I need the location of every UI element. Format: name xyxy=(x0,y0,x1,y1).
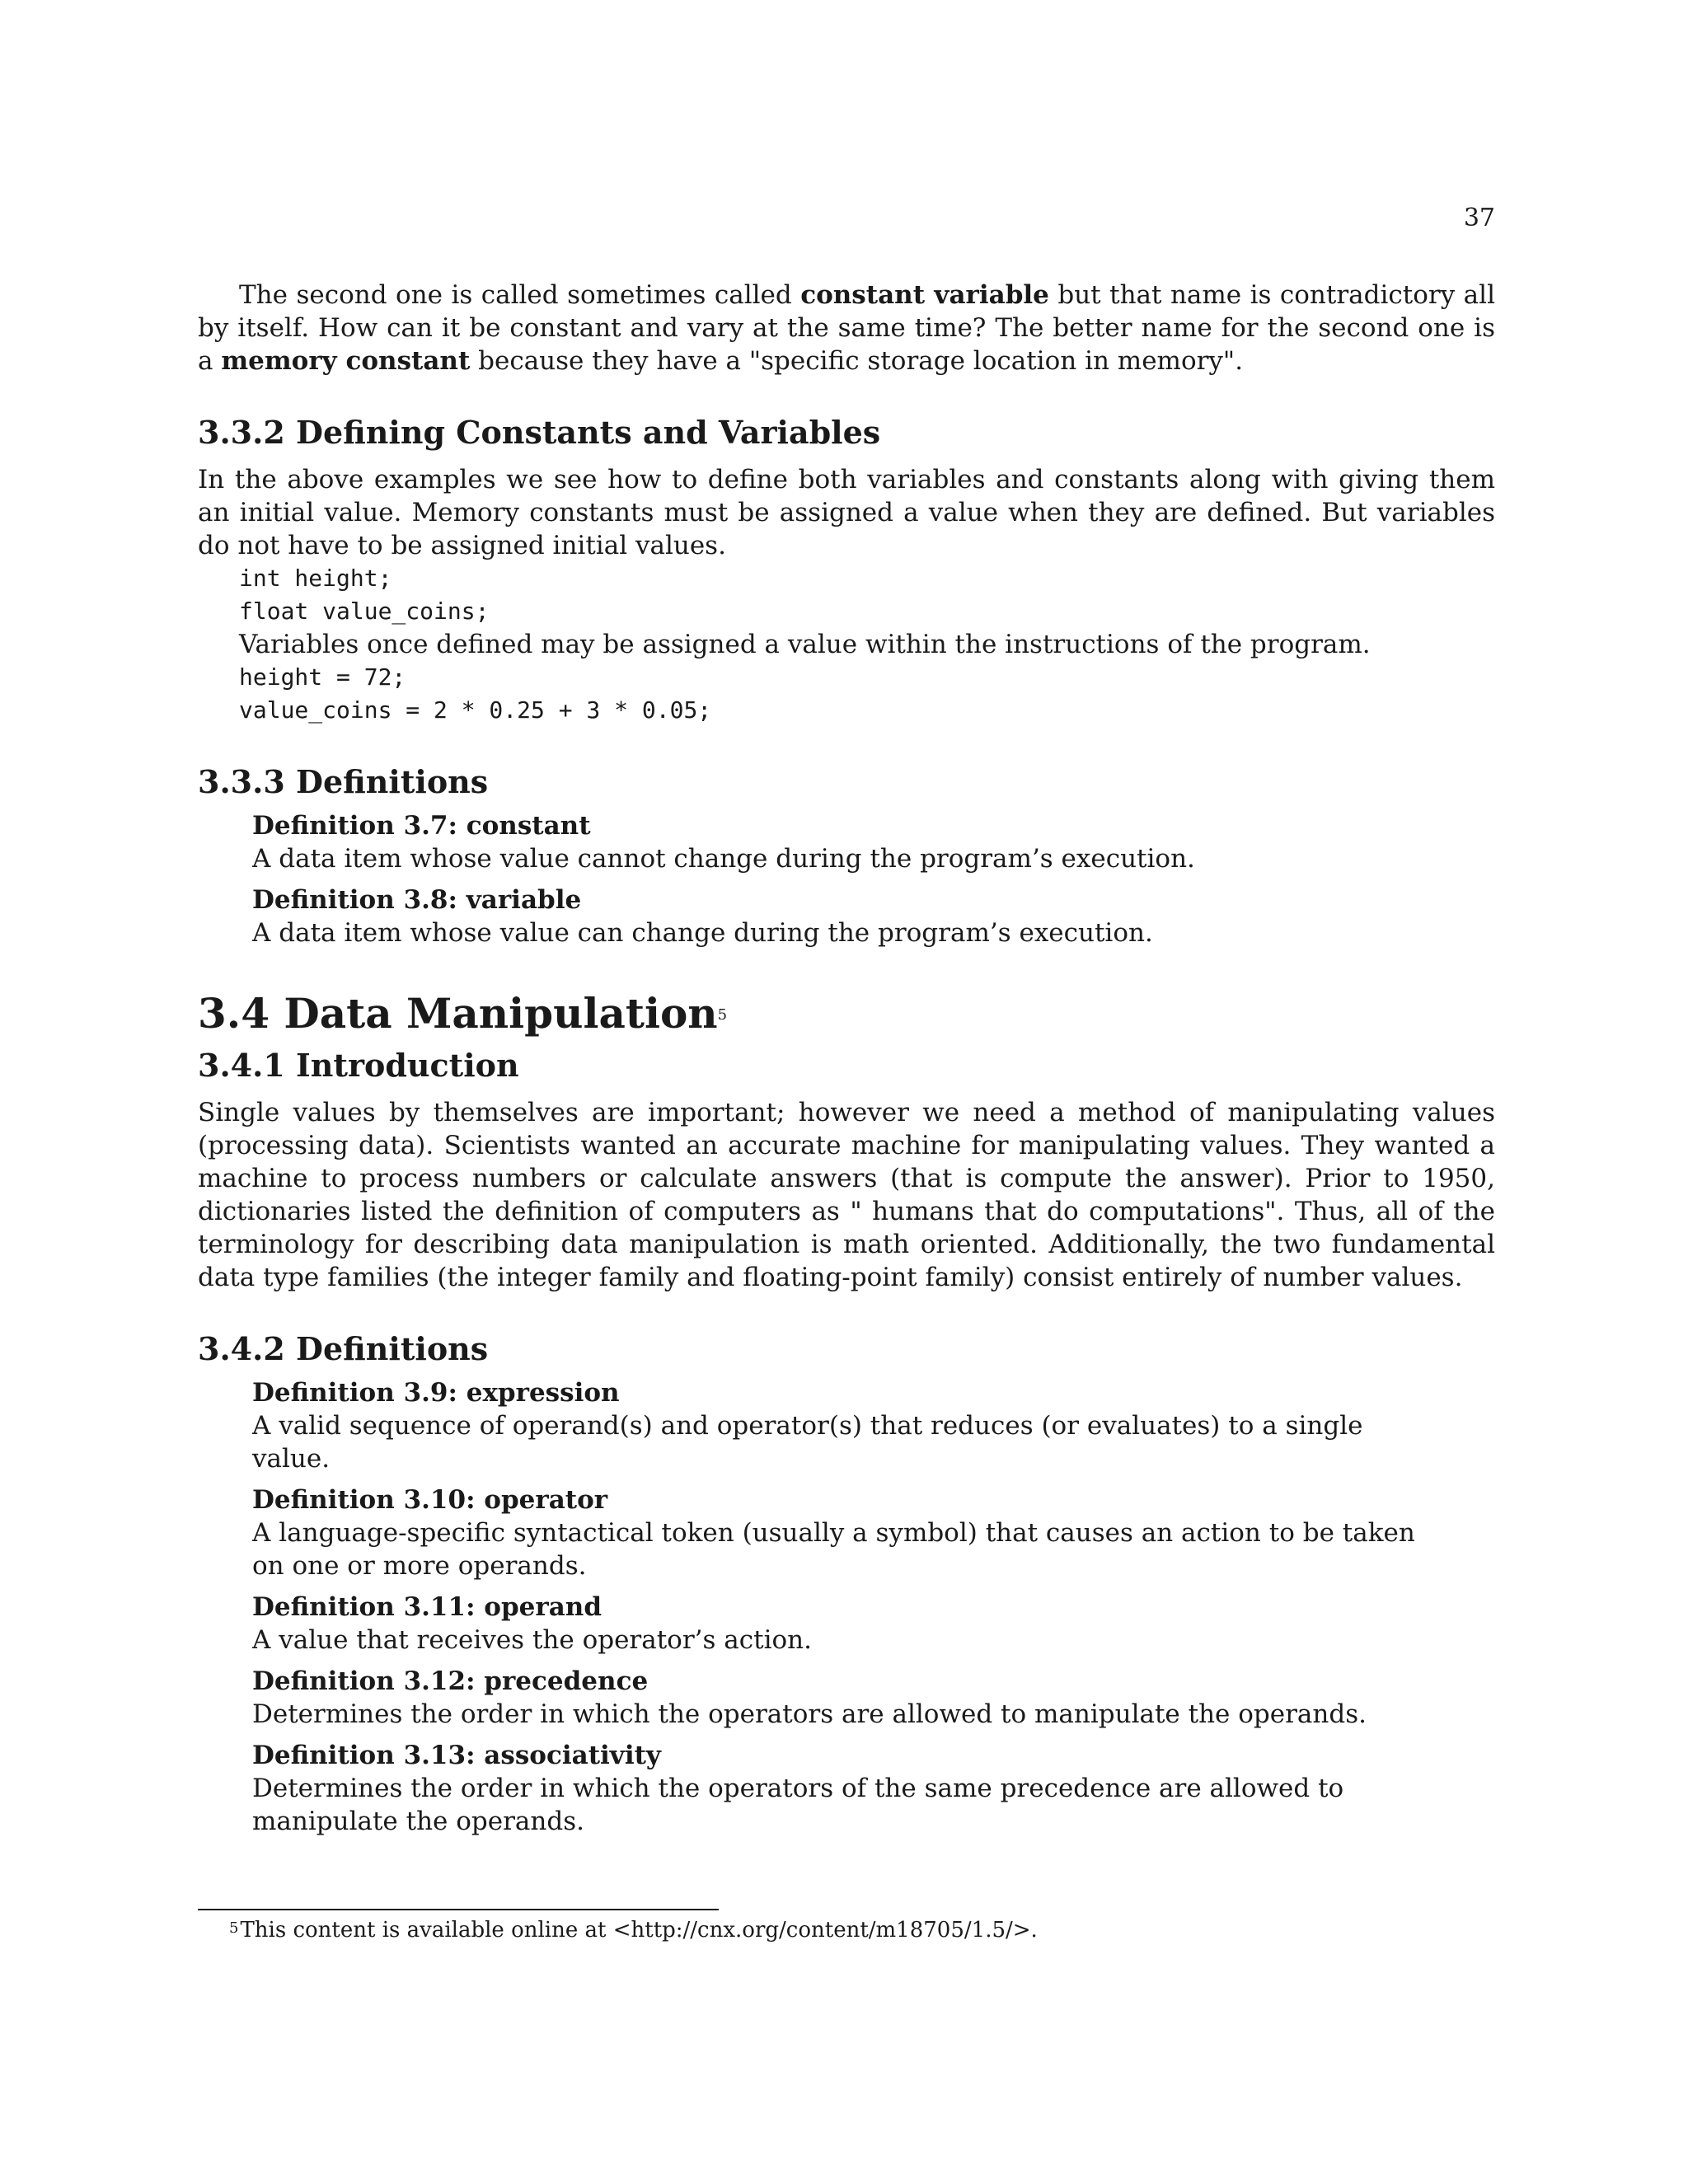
sec-341-paragraph: Single values by themselves are important; however we need a method of manipulating values (processing data). Scientists wanted an accurate machine for manipulating values. They wanted a machine to process numbers or calculate answers (that is compute the answer). Prior to 1950, dictionaries listed the definition of computers as " humans that do computations". Thus, all of the terminology for describing data manipulation is math oriented. Additionally, the two fundamental data type families (the integer family and floating-point family) consist entirely of number values. xyxy=(198,1098,1495,1292)
definition-text: Determines the order in which the operators are allowed to manipulate the operands. xyxy=(252,1699,1367,1729)
intro-paragraph xyxy=(198,279,1495,377)
definition-text: Determines the order in which the operators of the same precedence are allowed to manipulate the operands. xyxy=(252,1774,1344,1836)
heading-3-4-text: 3.4 Data Manipulation xyxy=(198,989,718,1038)
page-content xyxy=(198,279,1495,1846)
definition-text: A data item whose value cannot change during the program’s execution. xyxy=(252,844,1195,874)
definition-item xyxy=(252,883,1441,949)
intro-text-2: but that name is contradictory all by itself. How can it be constant and vary at the same time? The better name for the second one is a xyxy=(198,280,1495,376)
definitions-list-342 xyxy=(198,1376,1495,1838)
definition-text: A data item whose value can change during the program’s execution. xyxy=(252,918,1153,948)
definition-title: Definition 3.9: expression xyxy=(252,1378,620,1408)
heading-3-3-3: 3.3.3 Definitions xyxy=(198,763,489,800)
footnote-reference[interactable]: 5 xyxy=(717,1006,728,1024)
definition-text: A language-specific syntactical token (usually a symbol) that causes an action to be taken on one or more operands. xyxy=(252,1518,1415,1581)
intro-text-3: because they have a "specific storage location in memory". xyxy=(470,346,1244,376)
intro-bold-1: constant variable xyxy=(800,280,1049,310)
code-line-4: value_coins = 2 * 0.25 + 3 * 0.05; xyxy=(239,696,712,724)
intro-text-1: The second one is called sometimes called xyxy=(239,280,801,310)
footnote-divider xyxy=(198,1909,719,1910)
definition-text: A value that receives the operator’s action. xyxy=(252,1625,812,1655)
definition-title: Definition 3.13: associativity xyxy=(252,1741,661,1770)
definition-item xyxy=(252,1665,1441,1731)
definition-text: A valid sequence of operand(s) and operator(s) that reduces (or evaluates) to a single value. xyxy=(252,1411,1363,1474)
definition-title: Definition 3.10: operator xyxy=(252,1485,608,1515)
heading-3-4-2: 3.4.2 Definitions xyxy=(198,1330,489,1367)
definition-title: Definition 3.7: constant xyxy=(252,811,591,841)
definition-item xyxy=(252,1739,1441,1838)
page-number: 37 xyxy=(1463,204,1495,232)
footnote-mark: 5 xyxy=(229,1919,239,1937)
definition-item xyxy=(252,1591,1441,1657)
heading-3-4 xyxy=(198,989,1495,1038)
heading-3-3-2: 3.3.2 Defining Constants and Variables xyxy=(198,414,881,451)
code-line-1: int height; xyxy=(239,565,392,592)
footnote xyxy=(229,1915,1038,1945)
definition-title: Definition 3.11: operand xyxy=(252,1592,603,1622)
sec-332-paragraph: In the above examples we see how to define both variables and constants along with giving them an initial value. Memory constants must be assigned a value when they are defined. But variables do not have to be assigned initial values. xyxy=(198,465,1495,560)
intro-bold-2: memory constant xyxy=(221,346,471,376)
definition-title: Definition 3.12: precedence xyxy=(252,1666,649,1696)
definitions-list-333 xyxy=(198,809,1495,949)
sec-332-text: Variables once defined may be assigned a value within the instructions of the program. xyxy=(239,630,1371,659)
definition-title: Definition 3.8: variable xyxy=(252,885,582,915)
code-line-2: float value_coins; xyxy=(239,598,490,625)
code-line-3: height = 72; xyxy=(239,663,406,691)
definition-item xyxy=(252,1483,1441,1582)
definition-item xyxy=(252,1376,1441,1475)
footnote-text[interactable]: This content is available online at <http://cnx.org/content/m18705/1.5/>. xyxy=(240,1918,1038,1943)
heading-3-4-1: 3.4.1 Introduction xyxy=(198,1047,519,1084)
definition-item xyxy=(252,809,1441,875)
